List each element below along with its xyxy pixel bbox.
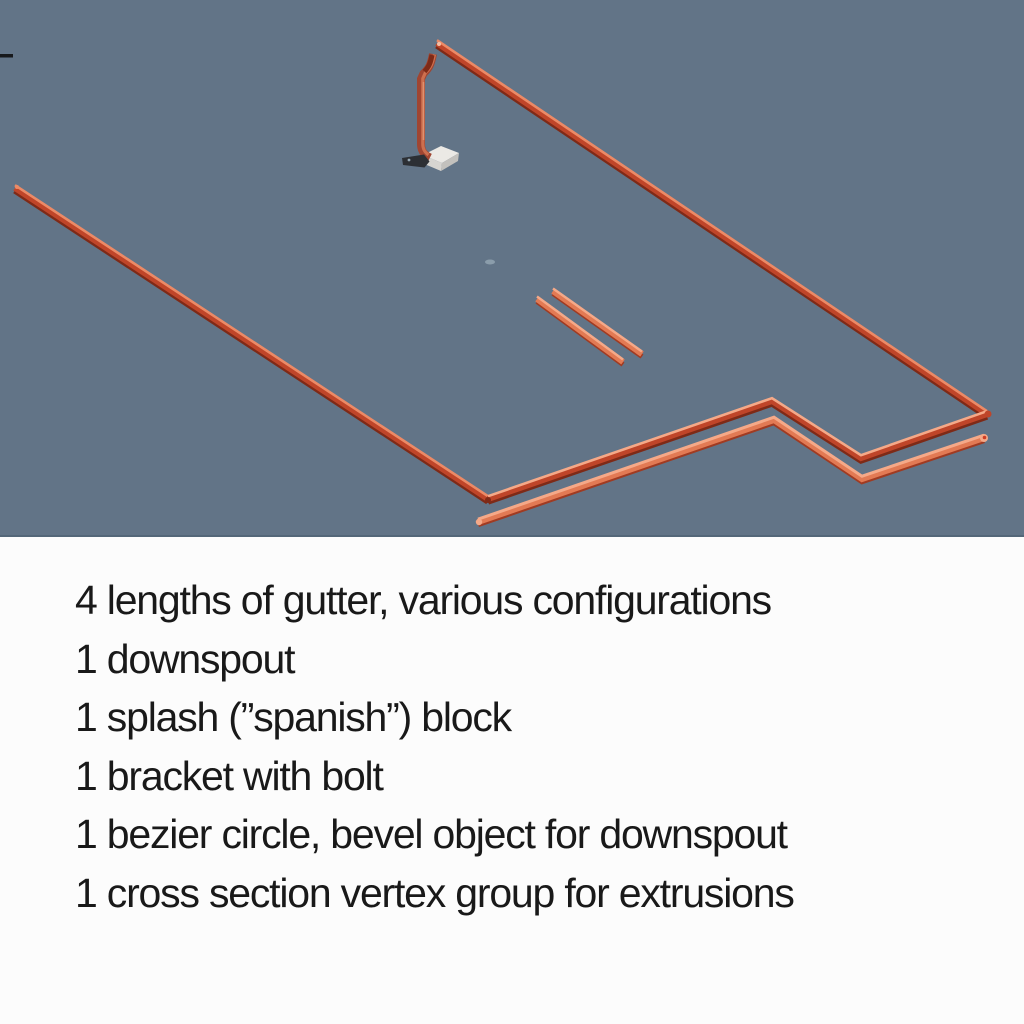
caption-line-bezier-circle: 1 bezier circle, bevel object for downspout: [75, 811, 787, 857]
bezier-circle[interactable]: [485, 260, 495, 265]
caption-panel: [0, 537, 1024, 1024]
caption-line-bracket: 1 bracket with bolt: [75, 752, 383, 799]
caption-line-splash-block: 1 splash (”spanish”) block: [75, 694, 511, 740]
gutter-top-long-tip-glint: [437, 42, 441, 46]
caption-line-gutters: 4 lengths of gutter, various configurations: [75, 577, 771, 623]
gutter-left-long-tip-glint: [15, 185, 19, 189]
caption-line-cross-section: 1 cross section vertex group for extrusions: [75, 869, 794, 916]
viewport-dash: [0, 54, 13, 58]
bracket-bolt: [408, 159, 411, 162]
gutter-corner-cap-right: [985, 411, 992, 418]
caption-line-downspout: 1 downspout: [75, 635, 295, 682]
gutter-zigzag-front-right-tip-bore: [983, 436, 987, 440]
gutter-corner-cap-left: [485, 497, 491, 503]
gutter-zigzag-front-left-tip: [476, 519, 482, 525]
